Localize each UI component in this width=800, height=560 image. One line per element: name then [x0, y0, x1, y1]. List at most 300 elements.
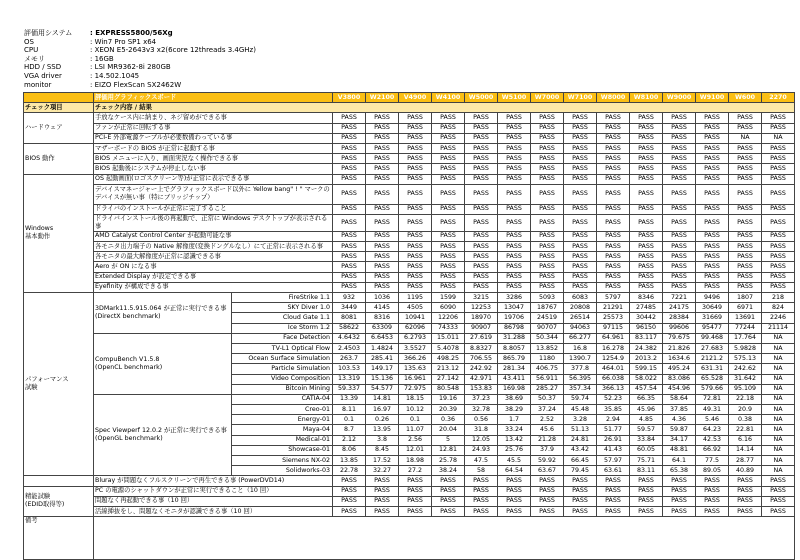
result-cell: NA	[762, 384, 795, 394]
result-cell: PASS	[597, 476, 630, 486]
result-cell: PASS	[498, 184, 531, 204]
result-cell: 59.57	[630, 425, 663, 435]
result-cell: 18767	[531, 303, 564, 313]
model-header: W8100	[630, 93, 663, 103]
check-item: 問題なく再起動できる事（10 回）	[94, 496, 333, 506]
result-cell: 32.78	[465, 405, 498, 415]
result-cell: 6.2793	[399, 333, 432, 343]
result-cell: PASS	[333, 262, 366, 272]
benchmark-test: Ocean Surface Simulation	[232, 354, 333, 364]
result-cell: PASS	[663, 242, 696, 252]
result-cell: 75.71	[630, 456, 663, 466]
result-cell: 72.81	[696, 394, 729, 404]
result-cell: 22.81	[729, 425, 762, 435]
model-header: W2100	[366, 93, 399, 103]
result-cell: PASS	[498, 252, 531, 262]
result-cell: 7221	[663, 293, 696, 303]
result-cell: 13.42	[498, 435, 531, 445]
model-header: W5000	[465, 93, 498, 103]
table-row	[24, 174, 795, 184]
result-cell: PASS	[696, 164, 729, 174]
spec-label: CPU	[24, 46, 39, 55]
result-cell: 5.9828	[729, 343, 762, 353]
result-cell: PASS	[366, 184, 399, 204]
spec-label: VGA driver	[24, 71, 62, 80]
result-cell: 6.16	[729, 435, 762, 445]
result-cell: 43.411	[498, 374, 531, 384]
result-cell: NA	[762, 394, 795, 404]
result-cell: PASS	[498, 174, 531, 184]
result-cell: 8346	[630, 293, 663, 303]
result-cell: 38.24	[432, 466, 465, 476]
result-cell: PASS	[762, 123, 795, 133]
model-header: V3800	[333, 93, 366, 103]
result-cell: 37.85	[663, 405, 696, 415]
result-cell: 27.683	[696, 343, 729, 353]
result-cell: 63.61	[597, 466, 630, 476]
result-cell: 1.4824	[366, 343, 399, 353]
result-cell: PASS	[597, 242, 630, 252]
result-cell: 40.89	[729, 466, 762, 476]
result-cell: 1634.6	[663, 354, 696, 364]
result-cell: PASS	[564, 231, 597, 241]
result-cell: 498.25	[432, 354, 465, 364]
result-cell: 19.16	[432, 394, 465, 404]
check-item: BIOS メニューに入り、画面実況なく操作できる事	[94, 154, 333, 164]
benchmark-test: Creo-01	[232, 405, 333, 415]
result-cell: PASS	[630, 231, 663, 241]
result-cell: 22.78	[333, 466, 366, 476]
result-cell: PASS	[630, 123, 663, 133]
result-cell: 9496	[696, 293, 729, 303]
check-item: デバイスマネージャー上でグラフィックスボード以外に Yellow bang" ! " マークのデバイスが無い事（特にブリッジチップ）	[94, 184, 333, 204]
result-cell: PASS	[333, 231, 366, 241]
result-cell: PASS	[333, 184, 366, 204]
check-item: PC の電源のシャットダウンが正常に実行できること（10 回）	[94, 486, 333, 496]
result-cell: 56.395	[564, 374, 597, 384]
result-cell: 16.97	[366, 405, 399, 415]
result-cell: 45.6	[531, 425, 564, 435]
result-cell: 58	[465, 466, 498, 476]
table-row	[24, 486, 795, 496]
result-cell: 12253	[465, 303, 498, 313]
result-cell: PASS	[729, 143, 762, 153]
result-cell: PASS	[663, 113, 696, 123]
result-cell: PASS	[597, 133, 630, 143]
result-cell: 0.1	[333, 415, 366, 425]
result-cell: 5093	[531, 293, 564, 303]
result-cell: PASS	[597, 282, 630, 292]
result-cell: 1180	[531, 354, 564, 364]
result-cell: PASS	[729, 272, 762, 282]
check-item: OS 起動画面(ロゴスクリーン等)が正常に表示できる事	[94, 174, 333, 184]
spec-label: monitor	[24, 80, 52, 89]
result-cell: PASS	[366, 242, 399, 252]
result-cell: PASS	[729, 154, 762, 164]
result-cell: 865.79	[498, 354, 531, 364]
result-cell: PASS	[597, 154, 630, 164]
spec-label: メモリ	[24, 54, 45, 63]
result-cell: 3.8	[366, 435, 399, 445]
result-cell: NA	[762, 466, 795, 476]
result-cell: PASS	[564, 476, 597, 486]
result-cell: PASS	[564, 113, 597, 123]
result-cell: PASS	[729, 242, 762, 252]
model-header: W7000	[531, 93, 564, 103]
result-cell: 86798	[498, 323, 531, 333]
result-cell: 24175	[663, 303, 696, 313]
result-cell: PASS	[762, 272, 795, 282]
result-cell: 575.13	[729, 354, 762, 364]
result-cell: PASS	[498, 133, 531, 143]
result-cell: PASS	[465, 184, 498, 204]
result-cell: PASS	[399, 486, 432, 496]
table-row	[24, 204, 795, 214]
result-cell: PASS	[531, 113, 564, 123]
result-cell: 0.1	[399, 415, 432, 425]
model-header: W9100	[696, 93, 729, 103]
result-cell: 59.87	[663, 425, 696, 435]
result-cell: 37.9	[531, 445, 564, 455]
result-cell: 8.7	[333, 425, 366, 435]
result-cell: 15.011	[432, 333, 465, 343]
header-blank	[24, 93, 94, 103]
result-cell: PASS	[630, 214, 663, 231]
result-cell: PASS	[597, 272, 630, 282]
result-cell: PASS	[531, 214, 564, 231]
check-content-header: チェック内容 / 結果	[94, 103, 795, 113]
result-cell: PASS	[531, 164, 564, 174]
result-cell: PASS	[663, 174, 696, 184]
benchmark-group: Spec Viewperf 12.0.2 が正常に実行できる事 (OpenGL benchmark)	[94, 394, 232, 476]
result-cell: 27.142	[432, 374, 465, 384]
category-cell: ハードウェア	[24, 113, 94, 144]
result-cell: 42.53	[696, 435, 729, 445]
result-cell: PASS	[366, 204, 399, 214]
result-cell: PASS	[432, 486, 465, 496]
spec-row	[24, 72, 256, 81]
spec-row	[24, 81, 256, 90]
result-cell: 13.319	[333, 374, 366, 384]
spec-value: : EIZO FlexScan SX2462W	[90, 80, 182, 89]
result-cell: 5	[432, 435, 465, 445]
result-cell: PASS	[399, 242, 432, 252]
table-row	[24, 113, 795, 123]
result-cell: PASS	[597, 113, 630, 123]
result-cell: 28384	[663, 313, 696, 323]
result-cell: PASS	[696, 476, 729, 486]
check-item: ドライバのインストールが正常に完了すること	[94, 204, 333, 214]
result-cell: 3.28	[564, 415, 597, 425]
result-cell: PASS	[663, 133, 696, 143]
result-cell: PASS	[498, 113, 531, 123]
result-cell: PASS	[564, 143, 597, 153]
result-cell: PASS	[333, 123, 366, 133]
spec-value: : XEON E5-2643v3 x2(6core 12threads 3.4GHz)	[90, 46, 256, 55]
result-cell: 66.45	[564, 456, 597, 466]
result-cell: 285.41	[366, 354, 399, 364]
model-header: W5100	[498, 93, 531, 103]
result-cell: PASS	[630, 133, 663, 143]
result-cell: PASS	[531, 154, 564, 164]
result-cell: PASS	[333, 496, 366, 506]
result-cell: 6083	[564, 293, 597, 303]
result-cell: PASS	[333, 242, 366, 252]
result-cell: PASS	[465, 272, 498, 282]
result-cell: 8.06	[333, 445, 366, 455]
result-cell: 263.7	[333, 354, 366, 364]
result-cell: PASS	[531, 143, 564, 153]
result-cell: PASS	[498, 272, 531, 282]
result-cell: 4.6432	[333, 333, 366, 343]
result-cell: PASS	[729, 164, 762, 174]
result-cell: PASS	[498, 262, 531, 272]
result-cell: 2.56	[399, 435, 432, 445]
result-cell: 20.04	[432, 425, 465, 435]
check-item: マザーボードの BIOS が正常に起動する事	[94, 143, 333, 153]
result-cell: PASS	[531, 282, 564, 292]
result-cell: 12206	[432, 313, 465, 323]
check-item-header: チェック項目	[24, 103, 94, 113]
result-cell: NA	[762, 435, 795, 445]
result-cell: PASS	[531, 496, 564, 506]
result-cell: 2246	[762, 313, 795, 323]
result-cell: PASS	[630, 506, 663, 516]
result-cell: 79.45	[564, 466, 597, 476]
result-cell: PASS	[432, 113, 465, 123]
result-cell: NA	[762, 445, 795, 455]
result-cell: PASS	[630, 252, 663, 262]
result-cell: PASS	[564, 506, 597, 516]
check-item: AMD Catalyst Control Center が起動可能な事	[94, 231, 333, 241]
result-cell: 94063	[564, 323, 597, 333]
result-cell: PASS	[630, 496, 663, 506]
result-cell: PASS	[663, 204, 696, 214]
result-cell: PASS	[630, 476, 663, 486]
table-row	[24, 184, 795, 204]
result-cell: PASS	[432, 476, 465, 486]
result-cell: 72.975	[399, 384, 432, 394]
result-cell: 25.78	[432, 456, 465, 466]
result-cell: 2121.2	[696, 354, 729, 364]
result-cell: 45.5	[498, 456, 531, 466]
benchmark-group: 3DMark11.5.915.064 が正常に実行できる事 (DirectX benchmark)	[94, 293, 232, 334]
table-row	[24, 476, 795, 486]
result-cell: 2.52	[531, 415, 564, 425]
spec-row	[24, 46, 256, 55]
result-cell: PASS	[663, 231, 696, 241]
result-cell: 20.9	[729, 405, 762, 415]
spec-value: : 14.502.1045	[90, 71, 140, 80]
result-cell: PASS	[399, 252, 432, 262]
result-cell: 79.675	[663, 333, 696, 343]
result-cell: 10941	[399, 313, 432, 323]
result-cell: 57.97	[597, 456, 630, 466]
result-cell: PASS	[531, 184, 564, 204]
result-cell: 454.96	[663, 384, 696, 394]
result-cell: PASS	[564, 133, 597, 143]
result-cell: 42.971	[465, 374, 498, 384]
table-row	[24, 143, 795, 153]
result-cell: PASS	[630, 164, 663, 174]
result-cell: PASS	[498, 123, 531, 133]
table-row	[24, 103, 795, 113]
result-cell: PASS	[696, 486, 729, 496]
result-cell: PASS	[564, 174, 597, 184]
result-cell: PASS	[729, 174, 762, 184]
result-cell: PASS	[696, 184, 729, 204]
result-cell: 37.23	[465, 394, 498, 404]
result-cell: PASS	[630, 174, 663, 184]
spec-label: 評価用システム	[24, 29, 73, 37]
result-cell: PASS	[333, 252, 366, 262]
result-cell: 4505	[399, 303, 432, 313]
result-cell: PASS	[762, 231, 795, 241]
result-cell: 18.98	[399, 456, 432, 466]
spec-value: : EXPRESS5800/56Xg	[90, 29, 173, 37]
result-cell: PASS	[762, 214, 795, 231]
spec-label: HDD / SSD	[24, 63, 62, 72]
result-cell: PASS	[399, 184, 432, 204]
result-cell: PASS	[432, 262, 465, 272]
result-cell: 19706	[498, 313, 531, 323]
result-cell: PASS	[465, 154, 498, 164]
result-cell: PASS	[762, 164, 795, 174]
result-cell: NA	[762, 374, 795, 384]
result-cell: PASS	[465, 262, 498, 272]
result-cell: 149.17	[366, 364, 399, 374]
result-cell: PASS	[498, 204, 531, 214]
result-cell: PASS	[729, 486, 762, 496]
result-cell: 64.23	[696, 425, 729, 435]
result-cell: PASS	[432, 133, 465, 143]
result-cell: 99606	[663, 323, 696, 333]
check-item: Aero が ON になる事	[94, 262, 333, 272]
result-cell: PASS	[333, 214, 366, 231]
result-cell: 66.038	[597, 374, 630, 384]
result-cell: 16.278	[597, 343, 630, 353]
result-cell: PASS	[366, 496, 399, 506]
result-cell: 8.45	[366, 445, 399, 455]
table-row	[24, 333, 795, 343]
result-cell: PASS	[498, 164, 531, 174]
result-cell: PASS	[531, 272, 564, 282]
result-cell: PASS	[696, 282, 729, 292]
table-row	[24, 252, 795, 262]
result-cell: 21291	[597, 303, 630, 313]
result-cell: 24.382	[630, 343, 663, 353]
result-cell: PASS	[333, 143, 366, 153]
result-cell: NA	[762, 415, 795, 425]
result-cell: 8316	[366, 313, 399, 323]
result-cell: PASS	[597, 252, 630, 262]
result-cell: PASS	[465, 123, 498, 133]
result-cell: PASS	[465, 143, 498, 153]
result-cell: PASS	[531, 123, 564, 133]
result-cell: PASS	[465, 282, 498, 292]
result-cell: 21.28	[531, 435, 564, 445]
result-cell: 135.63	[399, 364, 432, 374]
result-cell: 12.05	[465, 435, 498, 445]
result-cell: 8.11	[333, 405, 366, 415]
result-cell: 285.27	[531, 384, 564, 394]
result-cell: 56.911	[531, 374, 564, 384]
result-cell: 30649	[696, 303, 729, 313]
result-cell: PASS	[399, 476, 432, 486]
result-cell: PASS	[696, 242, 729, 252]
result-cell: PASS	[729, 113, 762, 123]
result-cell: 0.26	[366, 415, 399, 425]
result-cell: 59.92	[531, 456, 564, 466]
result-cell: 1036	[366, 293, 399, 303]
result-cell: PASS	[762, 154, 795, 164]
result-cell: PASS	[366, 123, 399, 133]
result-cell: 18970	[465, 313, 498, 323]
table-row	[24, 164, 795, 174]
table-row	[24, 123, 795, 133]
result-cell: 12.81	[432, 445, 465, 455]
result-cell: 74333	[432, 323, 465, 333]
result-cell: PASS	[762, 252, 795, 262]
result-cell: 83.086	[663, 374, 696, 384]
result-cell: PASS	[630, 113, 663, 123]
result-cell: PASS	[696, 123, 729, 133]
result-cell: 31.288	[498, 333, 531, 343]
result-cell: PASS	[663, 282, 696, 292]
result-cell: 4145	[366, 303, 399, 313]
table-row	[24, 394, 795, 404]
result-cell: 31.8	[465, 425, 498, 435]
result-cell: PASS	[498, 143, 531, 153]
model-header: W8000	[597, 93, 630, 103]
model-header: W9000	[663, 93, 696, 103]
result-cell: PASS	[531, 486, 564, 496]
result-cell: 11.07	[399, 425, 432, 435]
result-cell: PASS	[696, 231, 729, 241]
benchmark-test: Face Detection	[232, 333, 333, 343]
result-cell: 17.52	[366, 456, 399, 466]
result-cell: PASS	[366, 282, 399, 292]
result-cell: PASS	[531, 476, 564, 486]
result-cell: 13.39	[333, 394, 366, 404]
result-cell: PASS	[465, 486, 498, 496]
result-cell: 17.764	[729, 333, 762, 343]
result-cell: 83.11	[630, 466, 663, 476]
result-cell: 495.24	[663, 364, 696, 374]
result-cell: 24.93	[465, 445, 498, 455]
result-cell: 12.01	[399, 445, 432, 455]
result-cell: 65.38	[663, 466, 696, 476]
result-cell: PASS	[663, 496, 696, 506]
result-cell: PASS	[366, 252, 399, 262]
result-cell: 0.38	[729, 415, 762, 425]
result-cell: 97115	[597, 323, 630, 333]
result-cell: 34.17	[663, 435, 696, 445]
result-cell: PASS	[531, 242, 564, 252]
result-cell: 22.18	[729, 394, 762, 404]
benchmark-group: CompuBench V1.5.8 (OpenCL benchmark)	[94, 333, 232, 394]
result-cell: 31.642	[729, 374, 762, 384]
check-item: Bluray が問題なくフルスクリーンで再生できる事 (PowerDVD14)	[94, 476, 333, 486]
result-cell: 26514	[564, 313, 597, 323]
result-cell: PASS	[663, 506, 696, 516]
result-cell: 77.5	[696, 456, 729, 466]
result-cell: 706.55	[465, 354, 498, 364]
result-cell: PASS	[465, 133, 498, 143]
result-cell: PASS	[564, 214, 597, 231]
table-row	[24, 506, 795, 516]
result-cell: PASS	[762, 486, 795, 496]
